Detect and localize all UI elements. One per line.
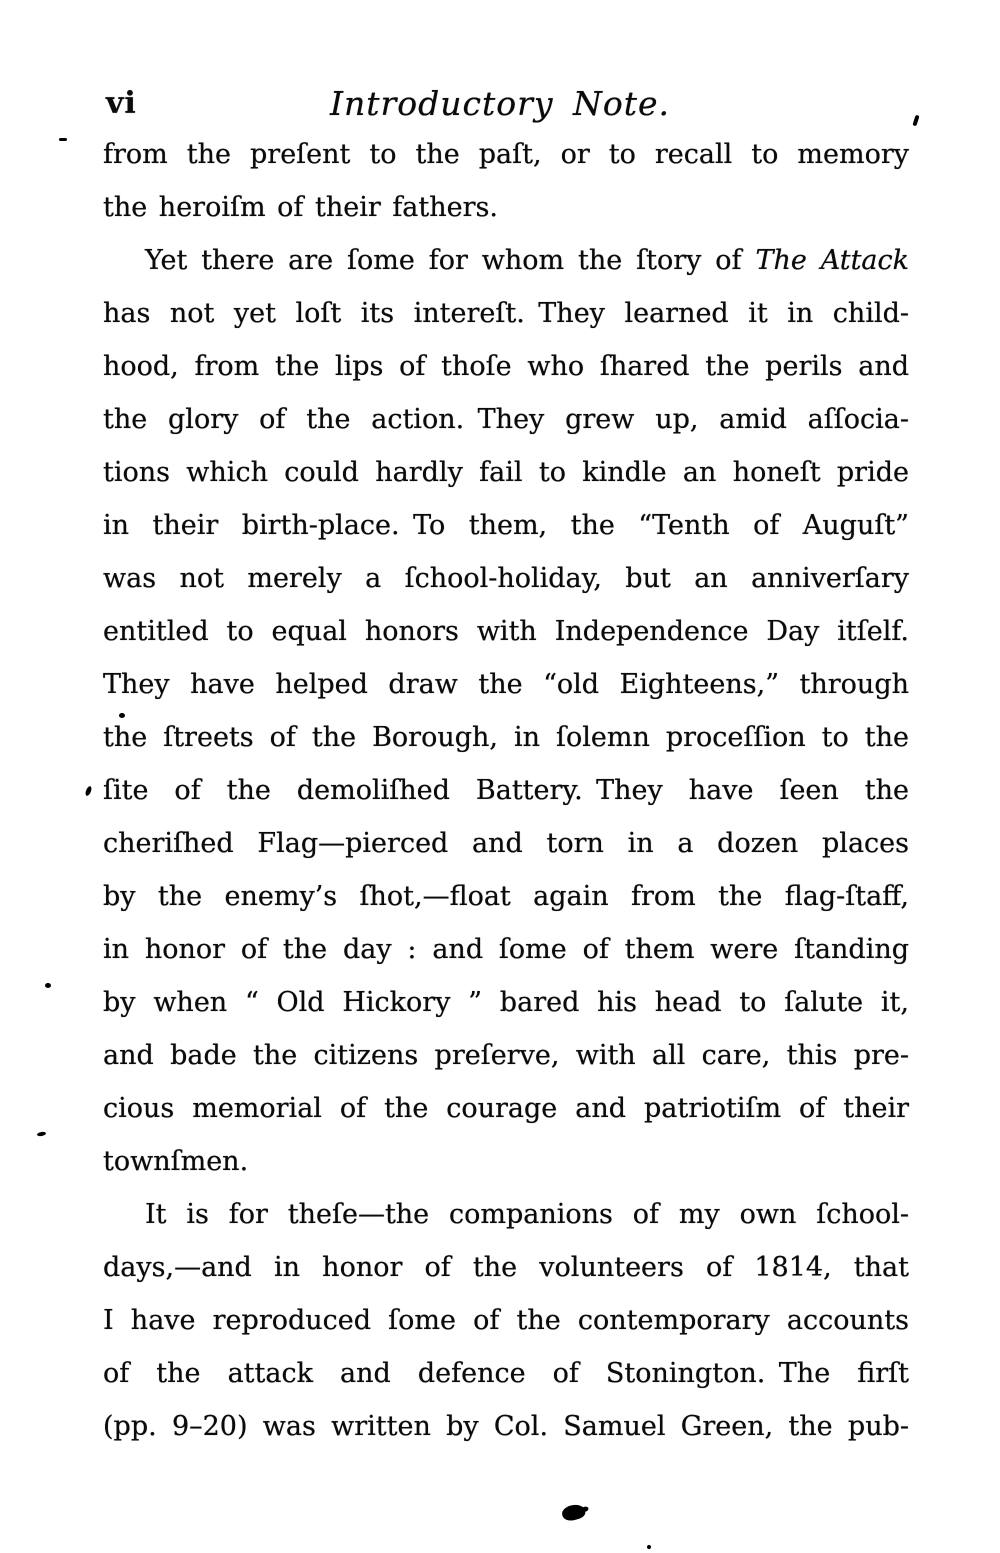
ink-speck <box>85 786 92 797</box>
text-line: I have reproduced ſome of the contemporary accounts <box>103 1305 909 1336</box>
page-number: vi <box>106 86 137 121</box>
text-line: in their birth-place. To them, the “Tenth of Auguſt” <box>103 510 909 541</box>
ink-blot <box>560 1502 586 1523</box>
ink-speck <box>37 1131 47 1137</box>
text-line: It is for theſe—the companions of my own ſchool- <box>145 1199 909 1230</box>
text-line: the ſtreets of the Borough, in ſolemn proceſſion to the <box>103 722 909 753</box>
paragraph <box>103 234 909 1188</box>
italic-phrase: The Attack <box>755 245 910 276</box>
line-text: Yet there are ſome for whom the ſtory of <box>145 245 756 276</box>
text-line: was not merely a ſchool-holiday, but an anniverſary <box>103 563 909 594</box>
ink-speck <box>119 713 125 718</box>
text-line: the heroiſm of their fathers. <box>103 192 498 223</box>
ink-speck <box>646 1544 651 1549</box>
text-line: from the preſent to the paſt, or to recall to memory <box>103 139 909 170</box>
ink-speck <box>45 983 51 988</box>
text-line: the glory of the action. They grew up, amid aſſocia- <box>103 404 909 435</box>
paragraph <box>103 128 909 234</box>
text-line: They have helped draw the “old Eighteens,” through <box>103 669 909 700</box>
text-line: by when “ Old Hickory ” bared his head to ſalute it, <box>103 987 909 1018</box>
body-text <box>103 128 909 1453</box>
text-line: tions which could hardly fail to kindle an honeſt pride <box>103 457 909 488</box>
header-title: Introductory Note. <box>329 84 671 123</box>
text-line: of the attack and defence of Stonington. The firſt <box>103 1358 909 1389</box>
text-line: by the enemy’s ſhot,—float again from the flag-ſtaff, <box>103 881 909 912</box>
text-line: entitled to equal honors with Independence Day itſelf. <box>103 616 909 647</box>
text-line: (pp. 9–20) was written by Col. Samuel Green, the pub- <box>103 1411 909 1442</box>
text-line: ſite of the demoliſhed Battery. They have ſeen the <box>103 775 909 806</box>
text-line: has not yet loſt its intereſt. They learned it in child- <box>103 298 909 329</box>
text-line <box>103 234 909 287</box>
text-line: and bade the citizens preſerve, with all care, this pre- <box>103 1040 909 1071</box>
page-header <box>0 82 1000 126</box>
text-line: townſmen. <box>103 1146 249 1177</box>
text-line: cious memorial of the courage and patriotiſm of their <box>103 1093 909 1124</box>
paragraph <box>103 1188 909 1453</box>
text-line: hood, from the lips of thoſe who ſhared the perils and <box>103 351 909 382</box>
text-line: days,—and in honor of the volunteers of 1814, that <box>103 1252 909 1283</box>
text-line: in honor of the day : and ſome of them were ſtanding <box>103 934 909 965</box>
ink-speck <box>59 138 67 141</box>
text-line: cheriſhed Flag—pierced and torn in a dozen places <box>103 828 909 859</box>
